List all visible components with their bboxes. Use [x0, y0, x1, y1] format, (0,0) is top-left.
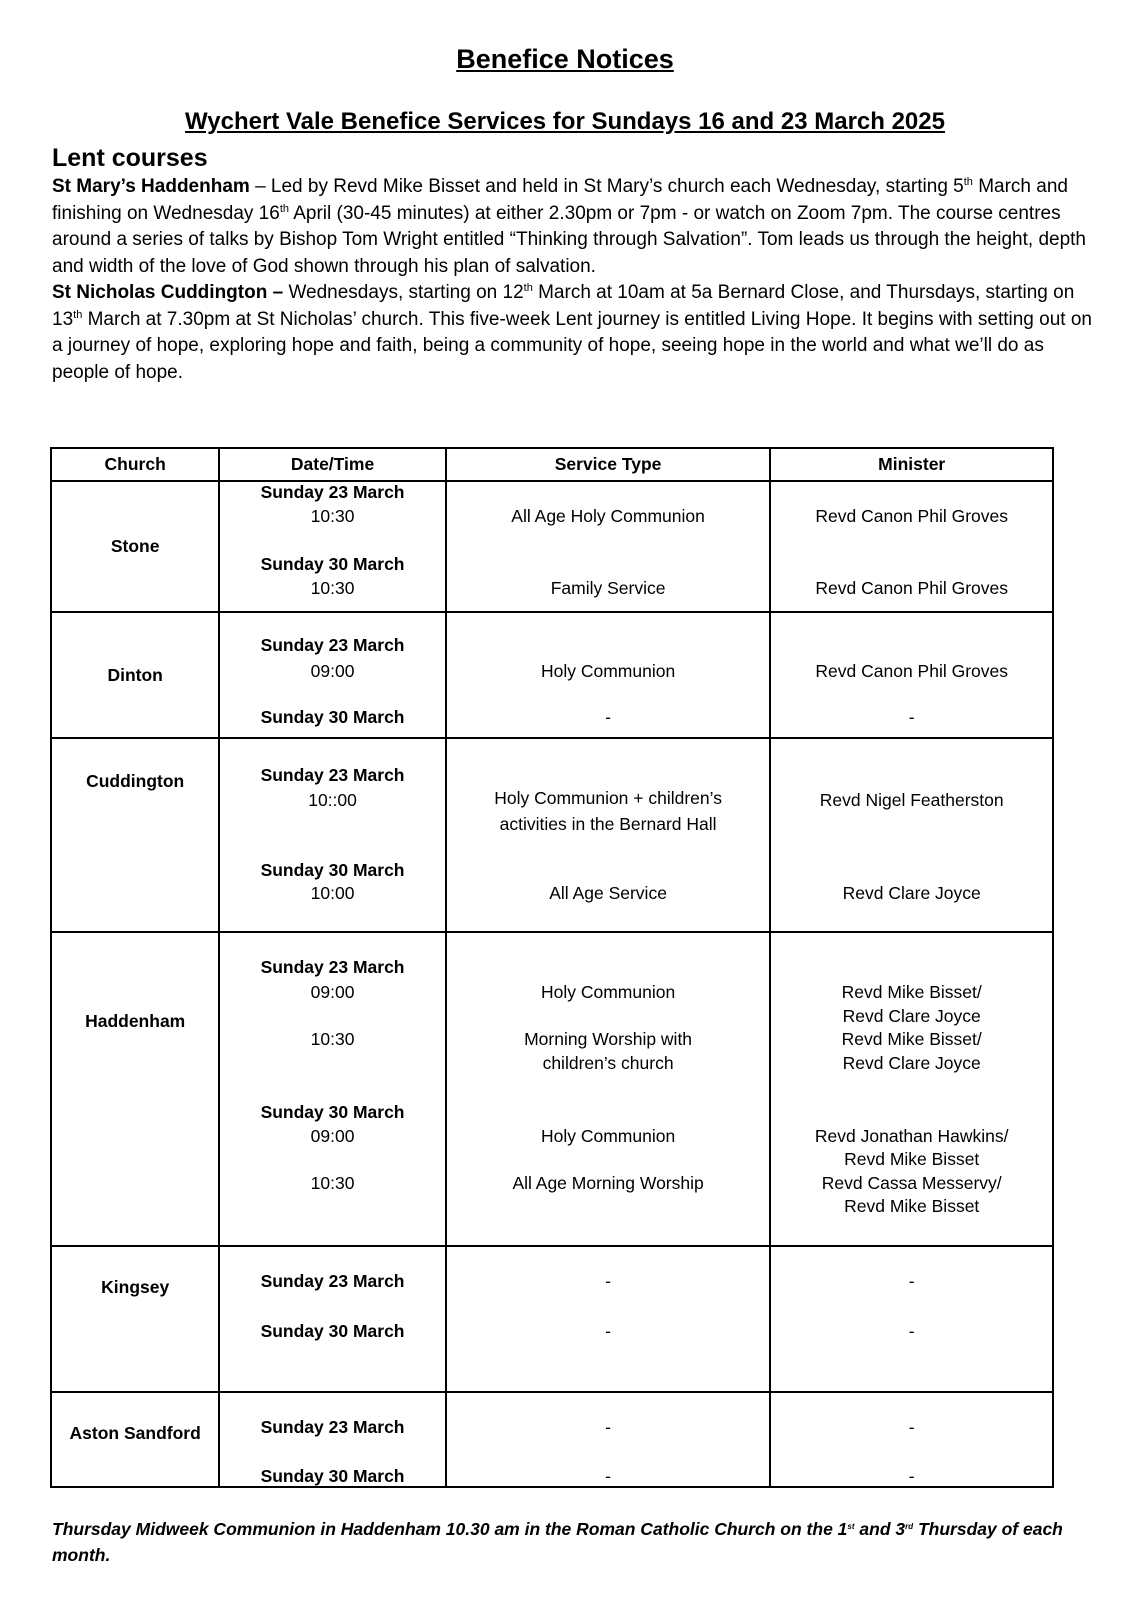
minister-cell: - - — [770, 1392, 1053, 1487]
datetime-cell: Sunday 23 March 09:00 Sunday 30 March — [219, 612, 445, 738]
lent-lead-cuddington: St Nicholas Cuddington – — [52, 282, 284, 303]
minister-cell: Revd Nigel Featherston Revd Clare Joyce — [770, 738, 1053, 932]
church-name: Stone — [51, 481, 219, 612]
header-church: Church — [51, 448, 219, 481]
table-row — [51, 612, 1053, 738]
datetime-cell: Sunday 23 March Sunday 30 March — [219, 1246, 445, 1392]
minister-cell: Revd Mike Bisset/ Revd Clare Joyce Revd Mike Bisset/ Revd Clare Joyce Revd Jonathan Hawkins/ Revd Mike Bisset Revd Cassa Messervy/ Revd Mike Bisset — [770, 932, 1053, 1246]
service-type-cell: All Age Holy Communion Family Service — [446, 481, 771, 612]
lent-courses-section — [52, 142, 1092, 386]
header-datetime: Date/Time — [219, 448, 445, 481]
lent-paragraph-haddenham: St Mary’s Haddenham – Led by Revd Mike Bisset and held in St Mary’s church each Wednesday, starting 5th March and finishing on Wednesday 16th April (30-45 minutes) at either 2.30pm or 7pm - or watch on Zoom 7pm. The course centres around a series of talks by Bishop Tom Wright entitled “Thinking through Salvation”. Tom leads us through the height, depth and width of the love of God shown through his plan of salvation. — [52, 176, 1086, 277]
datetime-cell: Sunday 23 March 09:00 10:30 Sunday 30 March 09:00 10:30 — [219, 932, 445, 1246]
service-type-cell: Holy Communion Morning Worship with children’s church Holy Communion All Age Morning Worship — [446, 932, 771, 1246]
header-minister: Minister — [770, 448, 1053, 481]
minister-cell: Revd Canon Phil Groves Revd Canon Phil Groves — [770, 481, 1053, 612]
table-header-row — [51, 448, 1053, 481]
minister-cell: Revd Canon Phil Groves - — [770, 612, 1053, 738]
minister-cell: - - — [770, 1246, 1053, 1392]
church-name: Cuddington — [51, 738, 219, 932]
datetime-cell: Sunday 23 March 10::00 Sunday 30 March 10:00 — [219, 738, 445, 932]
service-type-cell: - - — [446, 1246, 771, 1392]
table-row — [51, 738, 1053, 932]
table-row — [51, 481, 1053, 612]
service-type-cell: Holy Communion + children’s activities in the Bernard Hall All Age Service — [446, 738, 771, 932]
datetime-cell: Sunday 23 March 10:30 Sunday 30 March 10:30 — [219, 481, 445, 612]
lent-lead-haddenham: St Mary’s Haddenham — [52, 176, 250, 197]
lent-courses-heading: Lent courses — [52, 144, 208, 172]
church-name: Kingsey — [51, 1246, 219, 1392]
table-row — [51, 1392, 1053, 1487]
table-row — [51, 932, 1053, 1246]
service-type-cell: Holy Communion - — [446, 612, 771, 738]
datetime-cell: Sunday 23 March Sunday 30 March — [219, 1392, 445, 1487]
midweek-communion-note: Thursday Midweek Communion in Haddenham 10.30 am in the Roman Catholic Church on the 1st and 3rd Thursday of each month. — [52, 1519, 1063, 1565]
table-row — [51, 1246, 1053, 1392]
church-name: Haddenham — [51, 932, 219, 1246]
page-title: Benefice Notices — [456, 44, 674, 74]
services-table — [50, 447, 1054, 1488]
service-type-cell: - - — [446, 1392, 771, 1487]
page-subtitle: Wychert Vale Benefice Services for Sundays 16 and 23 March 2025 — [185, 108, 945, 135]
church-name: Dinton — [51, 612, 219, 738]
lent-paragraph-cuddington: St Nicholas Cuddington – Wednesdays, starting on 12th March at 10am at 5a Bernard Close, and Thursdays, starting on 13th March at 7.30pm at St Nicholas’ church. This five-week Lent journey is entitled Living Hope. It begins with setting out on a journey of hope, exploring hope and faith, being a community of hope, seeing hope in the world and what we’ll do as people of hope. — [52, 282, 1092, 383]
header-service-type: Service Type — [446, 448, 771, 481]
church-name: Aston Sandford — [51, 1392, 219, 1487]
